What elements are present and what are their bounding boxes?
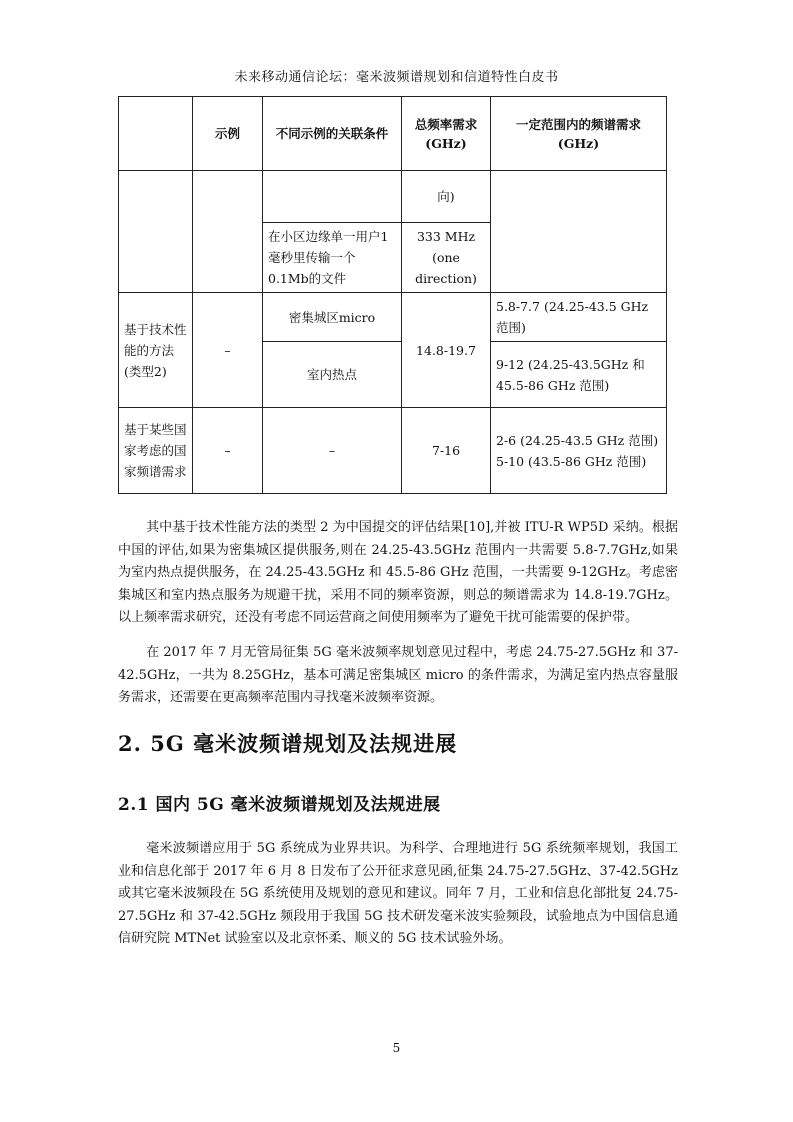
range-line: 2-6 (24.25-43.5 GHz 范围) (496, 432, 659, 448)
paragraph-text: 毫米波频谱应用于 5G 系统成为业界共识。为科学、合理地进行 5G 系统频率规划，我国工业和信息化部于 2017 年 6 月 8 日发布了公开征求意见函,征集 24.75-27.5GHz、37-42.5GHz 或其它毫米波频段在 5G 系统使用及规划的意见和建议。同年 7 月，工业和信息化部批复 24.75-27.5GHz 和 37-42.5GHz 频段用于我国 5G 技术研发毫米波实验频段，试验地点为中国信息通信研究院 MTNet 试验室以及北京怀柔、顺义的 5G 技术试验外场。 (118, 841, 678, 946)
header-cell-range: 一定范围内的频谱需求 (GHz) (491, 97, 667, 171)
table-header-row (119, 97, 667, 171)
table-cell: 9-12 (24.25-43.5GHz 和 45.5-86 GHz 范围) (491, 342, 667, 408)
table-cell: 向) (402, 171, 491, 223)
table-row (119, 171, 667, 223)
table-cell: 基于某些国家考虑的国家频谱需求 (119, 408, 193, 494)
table-cell (491, 171, 667, 293)
header-cell-total: 总频率需求 (GHz) (402, 97, 491, 171)
table-cell: 室内热点 (263, 342, 402, 408)
running-header: 未来移动通信论坛：毫米波频谱规划和信道特性白皮书 (234, 70, 559, 85)
body-paragraph (118, 642, 678, 710)
paragraph-text: 在 2017 年 7 月无管局征集 5G 毫米波频率规划意见过程中，考虑 24.75-27.5GHz 和 37-42.5GHz，一共为 8.25GHz，基本可满足密集城区 micro 的条件需求，为满足室内热点容量服务需求，还需要在更高频率范围内寻找毫米波频率资源。 (118, 645, 678, 705)
table-cell (119, 171, 193, 293)
spectrum-requirement-table (118, 96, 667, 494)
table-cell: 333 MHz (one direction) (402, 223, 491, 293)
page-number: 5 (392, 1041, 401, 1055)
table-cell: – (193, 408, 263, 494)
table-cell: 在小区边缘单一用户1毫秒里传输一个0.1Mb的文件 (263, 223, 402, 293)
paragraph-text: 其中基于技术性能方法的类型 2 为中国提交的评估结果[10],并被 ITU-R WP5D 采纳。根据中国的评估,如果为密集城区提供服务,则在 24.25-43.5GHz 范围内一共需要 5.8-7.7GHz,如果为室内热点提供服务，在 24.25-43.5GHz 和 45.5-86 GHz 范围，一共需要 9-12GHz。考虑密集城区和室内热点服务为规避干扰，采用不同的频率资源，则总的频谱需求为 14.8-19.7GHz。以上频率需求研究，还没有考虑不同运营商之间使用频率为了避免干扰可能需要的保护带。 (118, 520, 678, 625)
table-cell (491, 408, 667, 494)
table-cell (263, 171, 402, 223)
table-cell: 14.8-19.7 (402, 293, 491, 408)
header-cell-condition: 不同示例的关联条件 (263, 97, 402, 171)
body-paragraph (118, 517, 678, 630)
body-paragraph (118, 838, 678, 951)
subsection-heading: 2.1 国内 5G 毫米波频谱规划及法规进展 (118, 795, 441, 815)
section-heading: 2. 5G 毫米波频谱规划及法规进展 (118, 731, 458, 756)
table-row (119, 293, 667, 342)
table-cell: 基于技术性能的方法(类型2) (119, 293, 193, 408)
table-cell: – (193, 293, 263, 408)
table-cell: 密集城区micro (263, 293, 402, 342)
range-line: 5-10 (43.5-86 GHz 范围) (496, 453, 647, 469)
table-cell (193, 171, 263, 293)
header-cell-example: 示例 (193, 97, 263, 171)
table-cell: 7-16 (402, 408, 491, 494)
table-cell: – (263, 408, 402, 494)
table-row (119, 408, 667, 494)
table-cell: 5.8-7.7 (24.25-43.5 GHz 范围) (491, 293, 667, 342)
header-cell-0 (119, 97, 193, 171)
